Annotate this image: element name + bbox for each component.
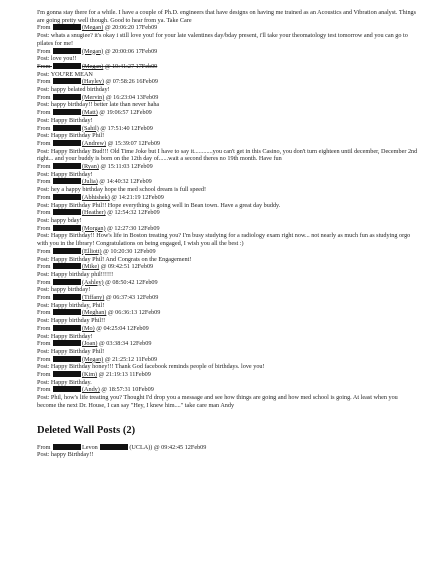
from-label: From <box>37 24 51 32</box>
wall-entry-timestamp: @ 17:51:40 12Feb09 <box>100 124 153 132</box>
wall-entry-timestamp: @ 06:36:13 12Feb09 <box>107 309 161 317</box>
redaction-bar <box>53 140 81 146</box>
wall-entry <box>37 356 418 371</box>
wall-entry <box>37 225 418 248</box>
wall-entry-timestamp: @ 03:38:34 12Feb09 <box>98 340 152 348</box>
wall-entry-from-line <box>37 178 418 186</box>
deleted-posts-heading: Deleted Wall Posts (2) <box>37 424 136 436</box>
wall-entry-from-line <box>37 140 418 148</box>
wall-entry-timestamp: @ 21:19:13 11Feb09 <box>98 371 151 379</box>
deleted-entry-name-a: Levon <box>81 443 98 451</box>
wall-entry <box>37 63 418 78</box>
wall-entry-name: (Heather) <box>81 209 106 217</box>
wall-entry-name: (Tiffany) <box>81 294 105 302</box>
from-label: From <box>37 209 51 217</box>
wall-entry-name: (Ryan) <box>81 163 99 171</box>
wall-entry-name: (Hayley) <box>81 78 104 86</box>
wall-entry <box>37 309 418 324</box>
wall-entry-post: Post: whats a snugiee? it's okay i still love you! for your late valentines day/bday present, i'll take your theomatology test tomorrow and you can go to pilates for me! <box>37 32 408 47</box>
wall-entry-post: Post: Happy Birthday Phil!! Hope everything is going well in Bean town. Have a great day buddy. <box>37 201 281 209</box>
wall-entry <box>37 109 418 124</box>
redaction-bar <box>53 125 81 131</box>
from-label: From <box>37 309 51 317</box>
wall-entry-from-line <box>37 125 418 133</box>
redaction-bar <box>53 48 81 54</box>
wall-entry-post: Post: Phil, how's life treating you? Thought I'd drop you a message and see how things are going and how med school is going. At least when you become the next Dr. House, I can say "Hey, I knew him...." take care man Andy <box>37 394 398 409</box>
from-label: From <box>37 47 51 55</box>
wall-entry-from-line <box>37 48 418 56</box>
wall-entry <box>37 178 418 193</box>
wall-entry-timestamp: @ 20:06:20 17Feb09 <box>104 24 158 32</box>
wall-entry-timestamp: @ 21:25:12 11Feb09 <box>104 355 158 363</box>
wall-entry <box>37 294 418 309</box>
wall-entry-from-line <box>37 356 418 364</box>
wall-entry <box>37 325 418 340</box>
redaction-bar <box>53 248 81 254</box>
wall-entry-post: Post: happy belated birthday! <box>37 86 110 94</box>
wall-entry-timestamp: @ 20:00:06 17Feb09 <box>104 47 158 55</box>
wall-entry-from-line <box>37 225 418 233</box>
wall-entry-post: Post: Happy Birthday! <box>37 332 93 340</box>
from-label: From <box>37 371 51 379</box>
wall-entry <box>37 140 418 163</box>
deleted-entry-from-line <box>37 444 418 452</box>
wall-entry-name: (Mike) <box>81 263 100 271</box>
redaction-bar <box>53 340 81 346</box>
redaction-bar <box>53 356 81 362</box>
wall-entry-name: (Mervin) <box>81 93 105 101</box>
wall-entry-name: (Matt) <box>81 109 98 117</box>
wall-entry-name: (Megan) <box>81 62 104 70</box>
deleted-entry-post: Post: happy Birthday!! <box>37 451 94 459</box>
redaction-bar <box>53 163 81 169</box>
wall-entry-post: Post: YOU'RE MEAN <box>37 70 93 78</box>
redaction-bar <box>53 444 81 450</box>
wall-entry-from-line <box>37 94 418 102</box>
wall-entry-timestamp: @ 04:25:04 12Feb09 <box>96 324 149 332</box>
wall-entry-timestamp: @ 15:39:07 12Feb09 <box>107 139 161 147</box>
wall-entry-from-line <box>37 294 418 302</box>
wall-entry-timestamp: @ 07:58:26 16Feb09 <box>105 78 158 86</box>
from-label: From <box>37 355 51 363</box>
from-label: From <box>37 62 51 70</box>
wall-entry-post: Post: Happy birthday phil!!!!!! <box>37 270 114 278</box>
wall-entry-name: (Megan) <box>81 355 104 363</box>
redaction-bar <box>100 444 128 450</box>
wall-entry-timestamp: @ 14:40:32 12Feb09 <box>99 178 152 186</box>
wall-entry-timestamp: @ 10:20:30 12Feb09 <box>103 247 156 255</box>
redaction-bar <box>53 209 81 215</box>
from-label: From <box>37 247 51 255</box>
wall-entry-timestamp: @ 18:57:31 10Feb09 <box>101 386 154 394</box>
wall-entry-from-line <box>37 309 418 317</box>
wall-entry <box>37 209 418 224</box>
from-label: From <box>37 109 51 117</box>
redaction-bar <box>53 325 81 331</box>
from-label: From <box>37 163 51 171</box>
wall-entry-name: (Julia) <box>81 178 98 186</box>
from-label: From <box>37 193 51 201</box>
wall-entry-name: (Megan) <box>81 24 104 32</box>
wall-entry-name: (Joan) <box>81 340 98 348</box>
wall-entry-from-line <box>37 263 418 271</box>
wall-entries <box>37 24 418 409</box>
wall-entry-from-line <box>37 279 418 287</box>
wall-entry-post: Post: happy birthday!! better late than never haha <box>37 101 160 109</box>
deleted-entry-timestamp: @ 09:42:45 12Feb09 <box>153 443 207 451</box>
from-label: From <box>37 139 51 147</box>
redaction-bar <box>53 194 81 200</box>
wall-entry-post: Post: love you!! <box>37 55 77 63</box>
wall-entry-from-line <box>37 340 418 348</box>
wall-entry-post: Post: hey a happy birthday hope the med school dream is full speed! <box>37 186 207 194</box>
wall-entry-name: (Meghan) <box>81 309 107 317</box>
wall-entry-name: (Sahil) <box>81 124 99 132</box>
wall-entry-name: (Ashley) <box>81 278 104 286</box>
wall-entry-post: Post: happy birthday! <box>37 286 91 294</box>
wall-entry <box>37 386 418 409</box>
wall-entry-from-line <box>37 325 418 333</box>
wall-entry-post: Post: happy bday! <box>37 216 82 224</box>
wall-entry-name: (Mo) <box>81 324 95 332</box>
from-label: From <box>37 78 51 86</box>
wall-entry-from-line <box>37 78 418 86</box>
redaction-bar <box>53 386 81 392</box>
redaction-bar <box>53 24 81 30</box>
from-label: From <box>37 324 51 332</box>
wall-entry-post: Post: Happy Birthday! <box>37 116 93 124</box>
from-label: From <box>37 93 51 101</box>
from-label: From <box>37 224 51 232</box>
wall-entry-name: (Abhishek) <box>81 193 110 201</box>
wall-entry <box>37 24 418 47</box>
wall-entry-timestamp: @ 08:50:42 12Feb09 <box>105 278 158 286</box>
wall-entry <box>37 48 418 63</box>
wall-entry <box>37 194 418 209</box>
deleted-entry <box>37 444 418 459</box>
wall-entry <box>37 125 418 140</box>
wall-entry-from-line <box>37 209 418 217</box>
wall-entry-from-line <box>37 63 418 71</box>
wall-entry <box>37 340 418 355</box>
redaction-bar <box>53 94 81 100</box>
from-label: From <box>37 124 51 132</box>
wall-entry-post: Post: Happy Birthday Bud!!! Old Time Joke but I have to say it............you can't get in this Casino, you don't turn eighteen until december, December 2nd right... and your buddy is born on the 12th day of......wait a second theres no 19th month. Have fun <box>37 147 418 163</box>
wall-entry-timestamp: @ 12:27:30 12Feb09 <box>107 224 160 232</box>
wall-entry-post: Post: Happy Birthday honey!!! Thank God facebook reminds people of birthdays. love you! <box>37 363 265 371</box>
wall-entry-from-line <box>37 194 418 202</box>
wall-entry <box>37 248 418 263</box>
wall-entry-timestamp: @ 15:11:03 12Feb09 <box>100 163 153 171</box>
wall-entry-name: (Megan) <box>81 47 104 55</box>
wall-entry-timestamp: @ 06:37:43 12Feb09 <box>105 294 159 302</box>
wall-entry-timestamp: @ 09:42:51 12Feb09 <box>100 263 154 271</box>
wall-entry-from-line <box>37 163 418 171</box>
wall-entry <box>37 279 418 294</box>
redaction-bar <box>53 78 81 84</box>
wall-entry-post: Post: Happy Birthday. <box>37 378 92 386</box>
wall-entry-timestamp: @ 12:54:32 12Feb09 <box>107 209 160 217</box>
from-label: From <box>37 178 51 186</box>
wall-entry <box>37 94 418 109</box>
wall-entry-post: Post: Happy Birthday! <box>37 170 93 178</box>
wall-entry-name: (Morgan) <box>81 224 106 232</box>
wall-entry-from-line <box>37 386 418 394</box>
wall-entry <box>37 78 418 93</box>
redaction-bar <box>53 371 81 377</box>
redaction-bar <box>53 263 81 269</box>
wall-entry <box>37 263 418 278</box>
redaction-bar <box>53 178 81 184</box>
redaction-bar <box>53 225 81 231</box>
from-label: From <box>37 278 51 286</box>
deleted-entry-name-b: (UCLA)) <box>129 443 153 451</box>
from-label: From <box>37 263 51 271</box>
wall-entry <box>37 371 418 386</box>
from-label: From <box>37 340 51 348</box>
from-label: From <box>37 386 51 394</box>
redaction-bar <box>53 294 81 300</box>
wall-entry-name: (Kim) <box>81 371 98 379</box>
wall-entry-post: Post: Happy birthday Phil!! <box>37 317 106 325</box>
wall-entry-timestamp: @ 19:41:27 17Feb09 <box>104 62 158 70</box>
redaction-bar <box>53 109 81 115</box>
wall-entry-post: Post: Happy Birthday Phil! And Congrats on the Engagement! <box>37 255 192 263</box>
redaction-bar <box>53 309 81 315</box>
wall-entry-post: Post: Happy Birthday Phil! <box>37 132 105 140</box>
wall-entry-from-line <box>37 371 418 379</box>
wall-entry-timestamp: @ 19:06:57 12Feb09 <box>99 109 152 117</box>
wall-entry-from-line <box>37 109 418 117</box>
wall-intro: I'm gonna stay there for a while. I have a couple of Ph.D. engineers that have designs on having me trained as an Acoustics and Vibration analyst. Things are going pretty well though. Good to hear from ya. Take Care <box>37 9 417 24</box>
wall-entry-timestamp: @ 16:23:04 13Feb09 <box>105 93 159 101</box>
wall-entry-name: (Andy) <box>81 386 100 394</box>
wall-entry-post: Post: Happy birthday, Phil! <box>37 301 105 309</box>
from-label: From <box>37 294 51 302</box>
wall-entry-post: Post: Happy Birthday!! How's life in Boston treating you? I'm busy studying for a radiology exam right now... not nearly as much fun as studying orgo with you in the library! Congratulations on being engaged, I wish you all the best :) <box>37 232 411 248</box>
redaction-bar <box>53 63 81 69</box>
wall-entry-from-line <box>37 24 418 32</box>
from-label: From <box>37 443 51 451</box>
wall-entry-from-line <box>37 248 418 256</box>
wall-entry-name: (Andrew) <box>81 139 107 147</box>
redaction-bar <box>53 279 81 285</box>
wall-entry-timestamp: @ 14:21:19 12Feb09 <box>111 193 164 201</box>
wall-entry-post: Post: Happy Birthday Phil! <box>37 347 105 355</box>
wall-entry <box>37 163 418 178</box>
wall-entry-name: (Elliott) <box>81 247 102 255</box>
